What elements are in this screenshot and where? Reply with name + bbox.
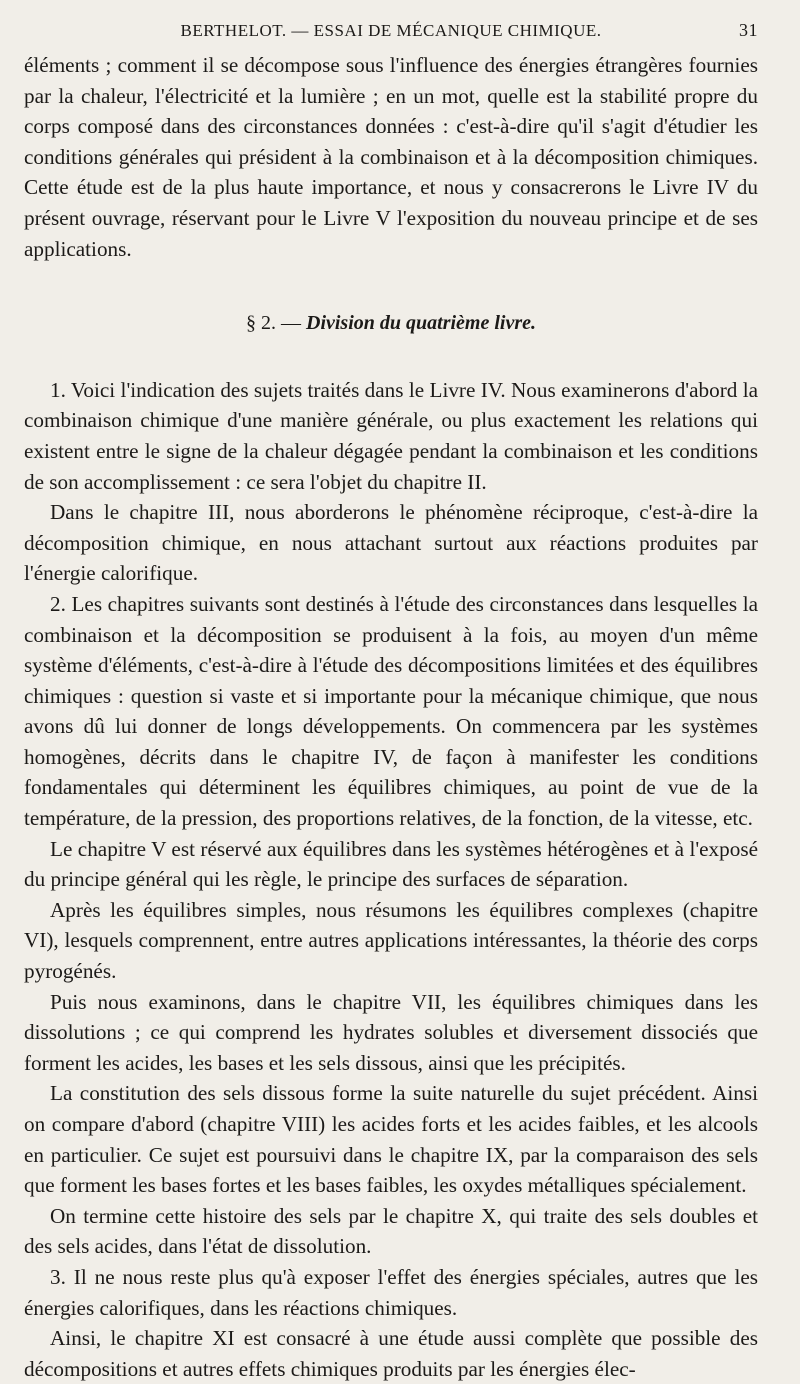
page-number: 31 bbox=[739, 20, 758, 40]
body-text bbox=[24, 50, 758, 1384]
paragraph: Dans le chapitre III, nous aborderons le phénomène réciproque, c'est-à-dire la décomposition chimique, en nous attachant surtout aux réactions produites par l'énergie calorifique. bbox=[24, 500, 758, 586]
running-title: BERTHELOT. — ESSAI DE MÉCANIQUE CHIMIQUE. bbox=[180, 21, 602, 40]
paragraph: éléments ; comment il se décompose sous l'influence des énergies étrangères fournies par la chaleur, l'électricité et la lumière ; en un mot, quelle est la stabilité propre du corps composé dans des circonstances données : c'est-à-dire qu'il s'agit d'étudier les conditions générales qui président à la combinaison et à la décomposition chimiques. Cette étude est de la plus haute importance, et nous y consacrerons le Livre IV du présent ouvrage, réservant pour le Livre V l'exposition du nouveau principe et de ses applications. bbox=[24, 53, 758, 261]
paragraph: La constitution des sels dissous forme la suite naturelle du sujet précédent. Ainsi on compare d'abord (chapitre VIII) les acides forts et les acides faibles, et les alcools en particulier. Ce sujet est poursuivi dans le chapitre IX, par la comparaison des sels que forment les bases fortes et les bases faibles, les oxydes métalliques spécialement. bbox=[24, 1081, 758, 1198]
paragraph: Après les équilibres simples, nous résumons les équilibres complexes (chapitre VI), lesquels comprennent, entre autres applications intéressantes, la théorie des corps pyrogénés. bbox=[24, 897, 758, 984]
section-number: § 2. — bbox=[246, 312, 301, 335]
section-heading bbox=[24, 308, 758, 339]
section-title: Division du quatrième livre. bbox=[306, 312, 536, 335]
paragraph: 2. Les chapitres suivants sont destinés à l'étude des circonstances dans lesquelles la combinaison et la décomposition se produisent à la fois, au moyen d'un même système d'éléments, c'est-à-dire à l'étude des décompositions limitées et des équilibres chimiques : question si vaste et si importante pour la mécanique chimique, que nous avons dû lui donner de longs développements. On commencera par les systèmes homogènes, décrits dans le chapitre IV, de façon à manifester les conditions fondamentales qui déterminent les équilibres chimiques, au point de vue de la température, de la pression, des proportions relatives, de la fonction, de la vitesse, etc. bbox=[24, 591, 758, 831]
running-header bbox=[24, 20, 758, 50]
paragraph: Le chapitre V est réservé aux équilibres dans les systèmes hétérogènes et à l'exposé du principe général qui les règle, le principe des surfaces de séparation. bbox=[24, 836, 758, 892]
paragraph: 3. Il ne nous reste plus qu'à exposer l'effet des énergies spéciales, autres que les énergies calorifiques, dans les réactions chimiques. bbox=[24, 1264, 758, 1320]
paragraph: Puis nous examinons, dans le chapitre VII, les équilibres chimiques dans les dissolutions ; ce qui comprend les hydrates solubles et diversement dissociés que forment les acides, les bases et les sels dissous, ainsi que les précipités. bbox=[24, 989, 758, 1075]
paragraph: 1. Voici l'indication des sujets traités dans le Livre IV. Nous examinerons d'abord la combinaison chimique d'une manière générale, ou plus exactement les relations qui existent entre le signe de la chaleur dégagée pendant la combinaison et les conditions de son accomplissement : ce sera l'objet du chapitre II. bbox=[24, 377, 758, 494]
paragraph: On termine cette histoire des sels par le chapitre X, qui traite des sels doubles et des sels acides, dans l'état de dissolution. bbox=[24, 1203, 758, 1259]
paragraph: Ainsi, le chapitre XI est consacré à une étude aussi complète que possible des décompositions et autres effets chimiques produits par les énergies élec- bbox=[24, 1326, 758, 1381]
